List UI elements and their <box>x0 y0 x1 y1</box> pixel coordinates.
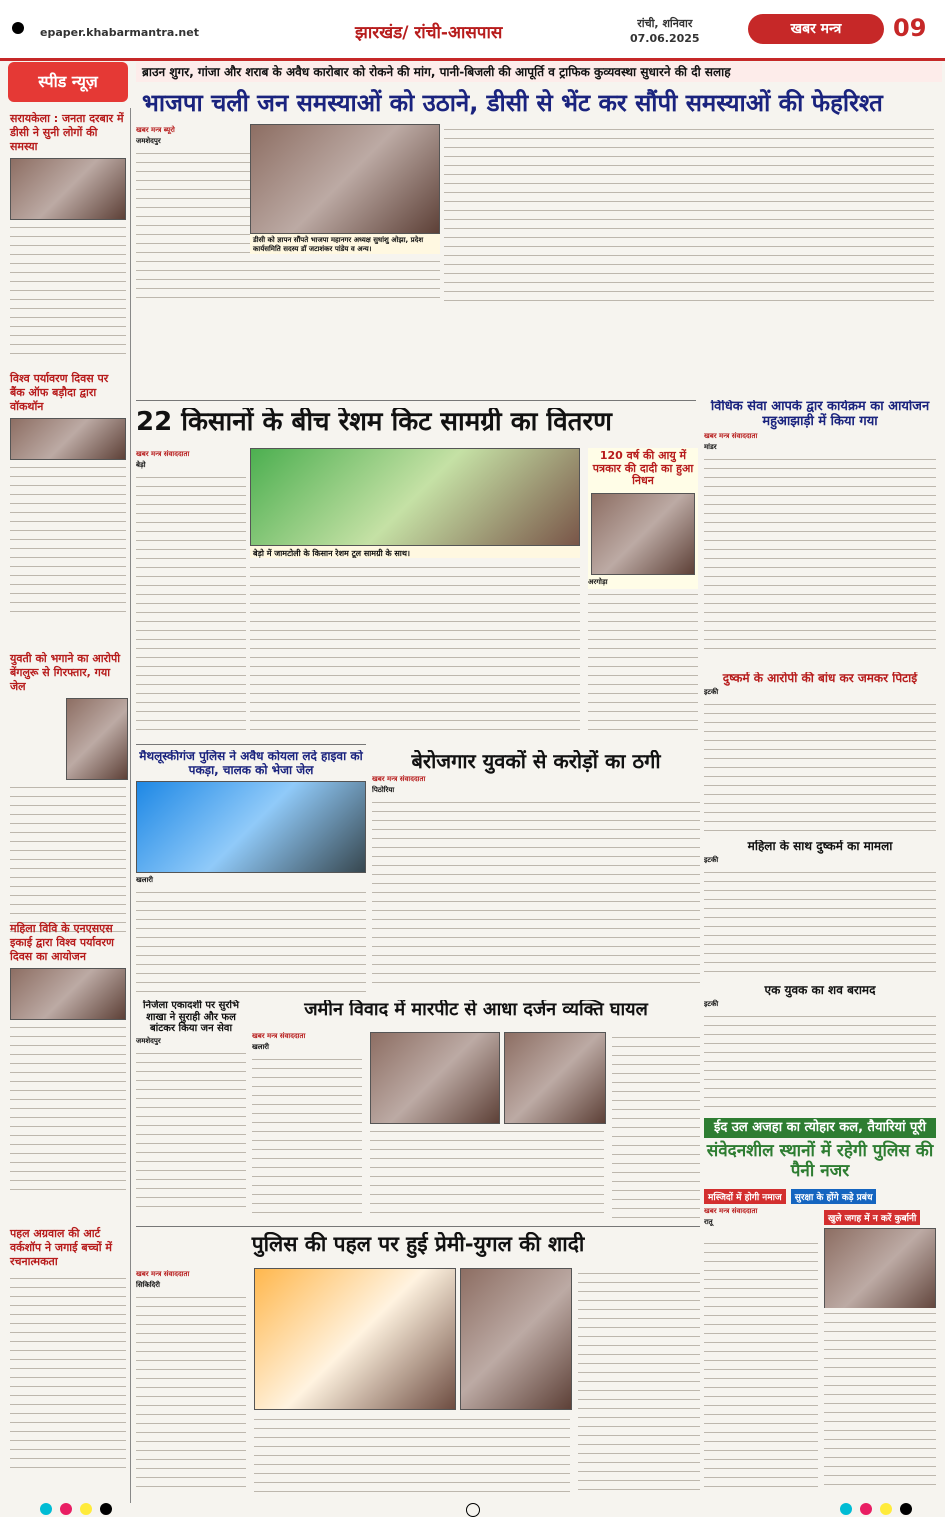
brief-headline[interactable]: सरायकेला : जनता दरबार में डीसी ने सुनी लोगों की समस्या <box>10 112 124 153</box>
injured-man-photo <box>370 1032 500 1124</box>
obituary-headline[interactable]: 120 वर्ष की आयु में पत्रकार की दादी का हुआ निधन <box>592 449 694 488</box>
silk-byline: खबर मन्त्र संवाददाता <box>136 450 190 458</box>
coal-truck-photo <box>136 781 366 873</box>
edition-city-day: रांची, शनिवार <box>637 17 693 30</box>
eid-tag-security: सुरक्षा के होंगे कड़े प्रबंध <box>791 1189 877 1204</box>
obituary-photo <box>591 493 695 575</box>
land-dispute-body-continued <box>612 1032 700 1220</box>
legal-camp-body <box>704 454 936 654</box>
lead-headline[interactable]: भाजपा चली जन समस्याओं को उठाने, डीसी से भेंट कर सौंपी समस्याओं की फेहरिश्त <box>142 89 883 117</box>
body-found-body <box>704 1011 936 1111</box>
eid-tag-qurbani: खुले जगह में न करें कुर्बानी <box>824 1210 920 1225</box>
accused-photo <box>66 698 128 780</box>
eid-body-continued <box>824 1308 936 1493</box>
coal-body <box>136 887 366 995</box>
fraud-byline: खबर मन्त्र संवाददाता <box>372 775 426 783</box>
silk-story-left <box>136 448 246 738</box>
silk-photo-block <box>250 448 580 558</box>
lead-byline: खबर मन्त्र ब्यूरो <box>136 126 175 134</box>
eid-body <box>704 1238 818 1493</box>
edition-date: 07.06.2025 <box>630 32 700 45</box>
brief-headline[interactable]: विश्व पर्यावरण दिवस पर बैंक ऑफ बड़ौदा द्वारा वॉकथॉन <box>10 372 109 413</box>
nirjala-dateline: जमशेदपुर <box>136 1036 161 1045</box>
registration-mark-icon <box>880 1503 892 1515</box>
body-found-dateline: इटकी <box>704 999 719 1008</box>
brief-headline[interactable]: महिला विवि के एनएसएस इकाई द्वारा विश्व पर्यावरण दिवस का आयोजन <box>10 922 114 963</box>
legal-camp-headline[interactable]: विधिक सेवा आपके द्वार कार्यक्रम का आयोजन महुआझाड़ी में किया गया <box>710 400 930 429</box>
lead-photo <box>250 124 440 234</box>
eid-strip: ईद उल अजहा का त्योहार कल, तैयारियां पूरी <box>704 1118 936 1138</box>
fraud-story <box>372 750 700 995</box>
wedding-byline: खबर मन्त्र संवाददाता <box>136 1270 190 1278</box>
registration-mark-icon <box>900 1503 912 1515</box>
wedding-story <box>136 1232 700 1500</box>
wedding-photo-2 <box>460 1268 572 1410</box>
eid-dateline: रातू <box>704 1218 713 1227</box>
lead-body-continued <box>444 124 934 309</box>
page-number: 09 <box>893 14 927 42</box>
lead-photo-caption: डीसी को ज्ञापन सौंपते भाजपा महानगर अध्यक्ष सुधांशु ओझा, प्रदेश कार्यसमिति सदस्य डॉ जटाशंकर पांडेय व अन्य। <box>250 234 440 254</box>
nirjala-story <box>136 1000 246 1220</box>
woman-case-headline[interactable]: महिला के साथ दुष्कर्म का मामला <box>747 840 893 853</box>
brief-body <box>10 222 126 362</box>
obituary-body <box>588 589 698 738</box>
divider <box>136 744 366 745</box>
body-found-headline[interactable]: एक युवक का शव बरामद <box>764 984 876 997</box>
left-briefs-column <box>8 108 131 1503</box>
divider <box>136 1226 700 1227</box>
coal-dateline: खलारी <box>136 875 153 884</box>
woman-case-story <box>704 840 936 980</box>
legal-camp-byline: खबर मन्त्र संवाददाता <box>704 431 758 440</box>
edition-dateline <box>630 16 700 46</box>
accused-beaten-story <box>704 672 936 837</box>
land-dispute-body <box>252 1054 362 1214</box>
obituary-dateline: अरगोड़ा <box>588 577 608 586</box>
brief-headline[interactable]: पहल अग्रवाल की आर्ट वर्कशॉप ने जगाई बच्चों में रचनात्मकता <box>10 1227 113 1268</box>
eid-person-photo <box>824 1228 936 1315</box>
brief-body <box>10 782 126 932</box>
registration-mark-icon <box>60 1503 72 1515</box>
eid-tag-mosque: मस्जिदों में होगी नमाज <box>704 1189 786 1204</box>
wedding-body-continued <box>578 1268 700 1498</box>
registration-mark-icon <box>80 1503 92 1515</box>
nirjala-body <box>136 1048 246 1208</box>
silk-body-continued <box>250 562 580 738</box>
wedding-photo <box>254 1268 456 1410</box>
land-dispute-headline[interactable]: जमीन विवाद में मारपीट से आधा दर्जन व्यक्ति घायल <box>304 1000 648 1020</box>
eid-headline[interactable]: संवेदनशील स्थानों में रहेगी पुलिस की पैनी नजर <box>706 1141 934 1181</box>
wedding-body <box>136 1292 246 1492</box>
obituary-story <box>588 448 698 738</box>
accused-beaten-headline[interactable]: दुष्कर्म के आरोपी की बांध कर जमकर पिटाई <box>722 672 918 685</box>
accused-beaten-body <box>704 699 936 837</box>
section-title: झारखंड/ रांची-आसपास <box>355 23 503 43</box>
land-dispute-body-lower <box>370 1126 604 1220</box>
brief-photo <box>10 158 126 220</box>
silk-photo-caption: बेड़ो में जामटोली के किसान रेशम टूल सामग्री के साथ। <box>250 546 580 558</box>
injured-woman-photo <box>504 1032 606 1124</box>
registration-mark-icon <box>40 1503 52 1515</box>
registration-mark-icon <box>100 1503 112 1515</box>
brief-photo <box>10 418 126 460</box>
legal-camp-story <box>704 400 936 665</box>
land-dispute-byline: खबर मन्त्र संवाददाता <box>252 1032 306 1040</box>
silk-headline[interactable]: 22 किसानों के बीच रेशम किट सामग्री का वितरण <box>136 408 612 437</box>
land-dispute-dateline: खलारी <box>252 1043 269 1051</box>
lead-photo-block <box>250 124 440 254</box>
brand-logo: खबर मन्त्र <box>748 14 884 44</box>
wedding-body-lower <box>254 1414 570 1498</box>
lead-strap: ब्राउन शुगर, गांजा और शराब के अवैध कारोबार को रोकने की मांग, पानी-बिजली की आपूर्ति व ट्राफिक कुव्यवस्था सुधारने की दी सलाह <box>136 62 942 82</box>
silk-dateline: बेड़ो <box>136 461 146 469</box>
brief-headline[interactable]: युवती को भगाने का आरोपी बेंगलुरू से गिरफ्तार, गया जेल <box>10 652 121 693</box>
woman-case-dateline: इटकी <box>704 855 719 864</box>
eid-byline: खबर मन्त्र संवाददाता <box>704 1207 758 1216</box>
brief-body <box>10 1022 126 1192</box>
nirjala-headline[interactable]: निर्जला एकादशी पर सुरभि शाखा ने सुराही और फल बांटकर किया जन सेवा <box>142 1000 240 1034</box>
crosshair-icon <box>466 1503 480 1517</box>
divider <box>136 400 696 401</box>
speed-news-badge: स्पीड न्यूज़ <box>8 62 128 102</box>
fraud-dateline: पिठोरिया <box>372 786 395 794</box>
coal-headline[interactable]: मैथलूस्कीगंज पुलिस ने अवैध कोयला लदे हाइवा को पकड़ा, चालक को भेजा जेल <box>139 750 363 777</box>
accused-beaten-dateline: इटकी <box>704 687 719 696</box>
registration-mark-icon <box>860 1503 872 1515</box>
silk-story-header <box>136 408 696 438</box>
masthead-bar <box>0 0 945 61</box>
wedding-dateline: सिकिदिरी <box>136 1281 160 1289</box>
eid-story <box>704 1118 936 1498</box>
registration-mark-icon <box>840 1503 852 1515</box>
registration-mark-icon <box>12 22 24 34</box>
brief-body <box>10 1273 126 1473</box>
lead-dateline: जमशेदपुर <box>136 137 161 145</box>
legal-camp-dateline: मांडर <box>704 442 717 451</box>
silk-body <box>136 472 246 732</box>
wedding-headline[interactable]: पुलिस की पहल पर हुई प्रेमी-युगल की शादी <box>251 1232 585 1256</box>
land-dispute-story <box>252 1000 700 1220</box>
brief-body <box>10 462 126 612</box>
body-found-story <box>704 984 936 1114</box>
fraud-body <box>372 797 700 987</box>
coal-story <box>136 750 366 995</box>
woman-case-body <box>704 867 936 977</box>
site-url[interactable]: epaper.khabarmantra.net <box>40 26 199 39</box>
brief-photo <box>10 968 126 1020</box>
silk-photo <box>250 448 580 546</box>
fraud-headline[interactable]: बेरोजगार युवकों से करोड़ों का ठगी <box>411 750 661 773</box>
